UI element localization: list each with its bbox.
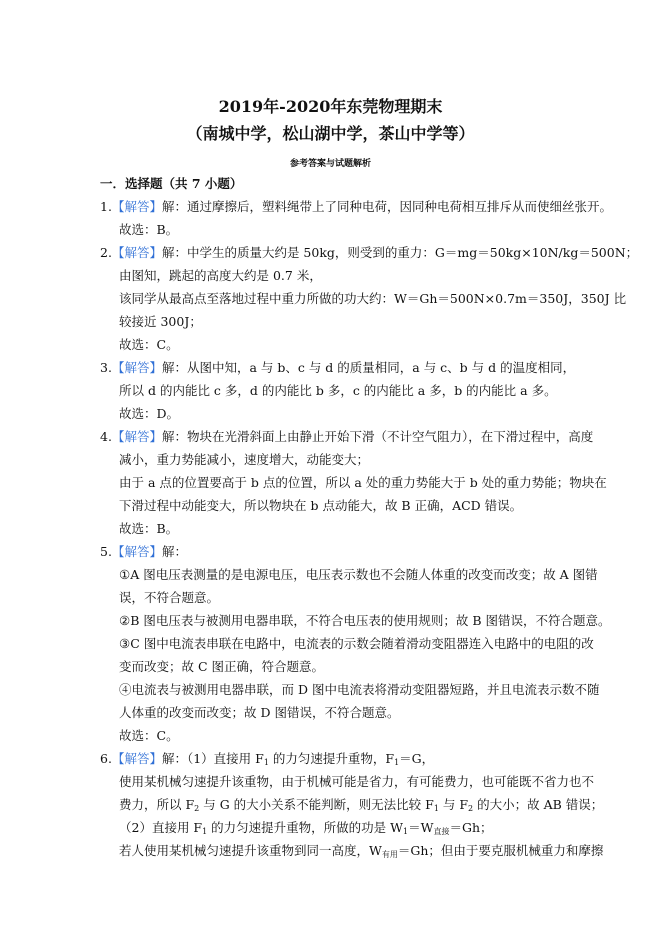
question-5-line-4: ②B 图电压表与被测用电器串联，不符合电压表的使用规则；故 B 图错误，不符合题意。 [119,613,611,628]
question-5-line-9: 故选：C。 [119,728,179,743]
question-4-line-5: 故选：B。 [119,521,179,536]
question-5-line-2: ①A 图电压表测量的是电源电压，电压表示数也不会随人体重的改变而改变；故 A 图错 [119,567,598,582]
subscript: 1 [433,804,439,813]
answer-tag: 【解答】 [111,199,162,214]
question-6-line-1 [100,749,434,773]
subscript: 2 [468,804,474,813]
text-segment: 若人使用某机械匀速提升该重物到同一高度，W [119,843,382,858]
question-number: 4. [100,429,112,444]
question-5-line-8: 人体重的改变而改变；故 D 图错误，不符合题意。 [119,705,400,720]
question-5-line-7: ④电流表与被测用电器串联，而 D 图中电流表将滑动变阻器短路，并且电流表示数不随 [119,682,600,697]
document-caption: 参考答案与试题解析 [289,159,371,169]
subscript: 1 [263,758,269,767]
text-segment: ＝Gh；但由于要克服机械重力和摩擦 [397,843,604,858]
question-4-line-3: 由于 a 点的位置要高于 b 点的位置，所以 a 处的重力势能大于 b 处的重力势能；物块在 [119,475,607,490]
section-heading: 一．选择题（共 7 小题） [100,176,243,191]
question-number: 5. [100,544,112,559]
text-segment: 的大小；故 AB 错误； [473,797,604,812]
question-2-line-3: 该同学从最高点至落地过程中重力所做的功大约：W＝Gh＝500N×0.7m＝350J，350J 比 [119,291,627,306]
question-5-line-1 [100,542,187,562]
question-number: 1. [100,199,112,214]
subscript: 有用 [381,850,398,859]
subscript: 1 [394,758,400,767]
subscript: 2 [194,804,200,813]
answer-text: 解：物块在光滑斜面上由静止开始下滑（不计空气阻力），在下滑过程中，高度 [161,429,594,444]
text-segment: 解：（1）直接用 F [161,751,264,766]
text-segment: （2）直接用 F [119,820,203,835]
answer-tag: 【解答】 [111,544,162,559]
question-2-line-2: 由图知，跳起的高度大约是 0.7 米， [119,268,322,283]
question-6-line-2: 使用某机械匀速提升该重物，由于机械可能是省力，有可能费力，也可能既不省力也不 [119,774,595,789]
question-2-line-4: 较接近 300J； [119,314,202,329]
question-6-line-4 [119,818,493,842]
text-segment: ＝Gh； [449,820,493,835]
question-6-line-3 [119,795,603,819]
question-2-line-5: 故选：C。 [119,337,179,352]
text-segment: 费力，所以 F [119,797,195,812]
text-segment: 的力匀速提升重物，F [268,751,395,766]
answer-text: 解：通过摩擦后，塑料绳带上了同种电荷，因同种电荷相互排斥从而使细丝张开。 [161,199,612,214]
answer-text: 解： [161,544,187,559]
text-segment: 与 G 的大小关系不能判断，则无法比较 F [199,797,434,812]
question-3-line-1 [100,358,575,378]
answer-text: 解：从图中知，a 与 b、c 与 d 的质量相同，a 与 c、b 与 d 的温度相同， [161,360,576,375]
question-number: 6. [100,751,112,766]
question-5-line-3: 误，不符合题意。 [119,590,220,605]
text-segment: 与 F [438,797,469,812]
question-6-line-5 [119,841,603,865]
text-segment: 的力匀速提升重物，所做的功是 W [207,820,403,835]
subscript: 1 [202,827,208,836]
text-segment: ＝G， [399,751,435,766]
question-number: 3. [100,360,112,375]
answer-tag: 【解答】 [111,245,162,260]
document-title: 2019年-2020年东莞物理期末 [218,97,443,116]
question-2-line-1 [100,243,638,263]
answer-tag: 【解答】 [111,751,162,766]
question-5-line-5: ③C 图中电流表串联在电路中，电流表的示数会随着滑动变阻器连入电路中的电阻的改 [119,636,594,651]
question-4-line-4: 下滑过程中动能变大，所以物块在 b 点动能大，故 B 正确，ACD 错误。 [119,498,523,513]
answer-tag: 【解答】 [111,360,162,375]
subscript: 1 [403,827,409,836]
question-4-line-1 [100,427,593,447]
question-3-line-2: 所以 d 的内能比 c 多，d 的内能比 b 多，c 的内能比 a 多，b 的内能比 a 多。 [119,383,557,398]
answer-text: 解：中学生的质量大约是 50kg，则受到的重力：G＝mg＝50kg×10N/kg＝500N； [161,245,639,260]
subscript: 直接 [433,827,450,836]
question-1-line-2: 故选：B。 [119,222,179,237]
question-5-line-6: 变而改变；故 C 图正确，符合题意。 [119,659,325,674]
question-3-line-3: 故选：D。 [119,406,180,421]
question-1-line-1 [100,197,612,217]
answer-tag: 【解答】 [111,429,162,444]
text-segment: ＝W [408,820,434,835]
question-number: 2. [100,245,112,260]
document-subtitle: （南城中学，松山湖中学，茶山中学等） [186,124,475,143]
question-4-line-2: 减小，重力势能减小，速度增大，动能变大； [119,452,370,467]
